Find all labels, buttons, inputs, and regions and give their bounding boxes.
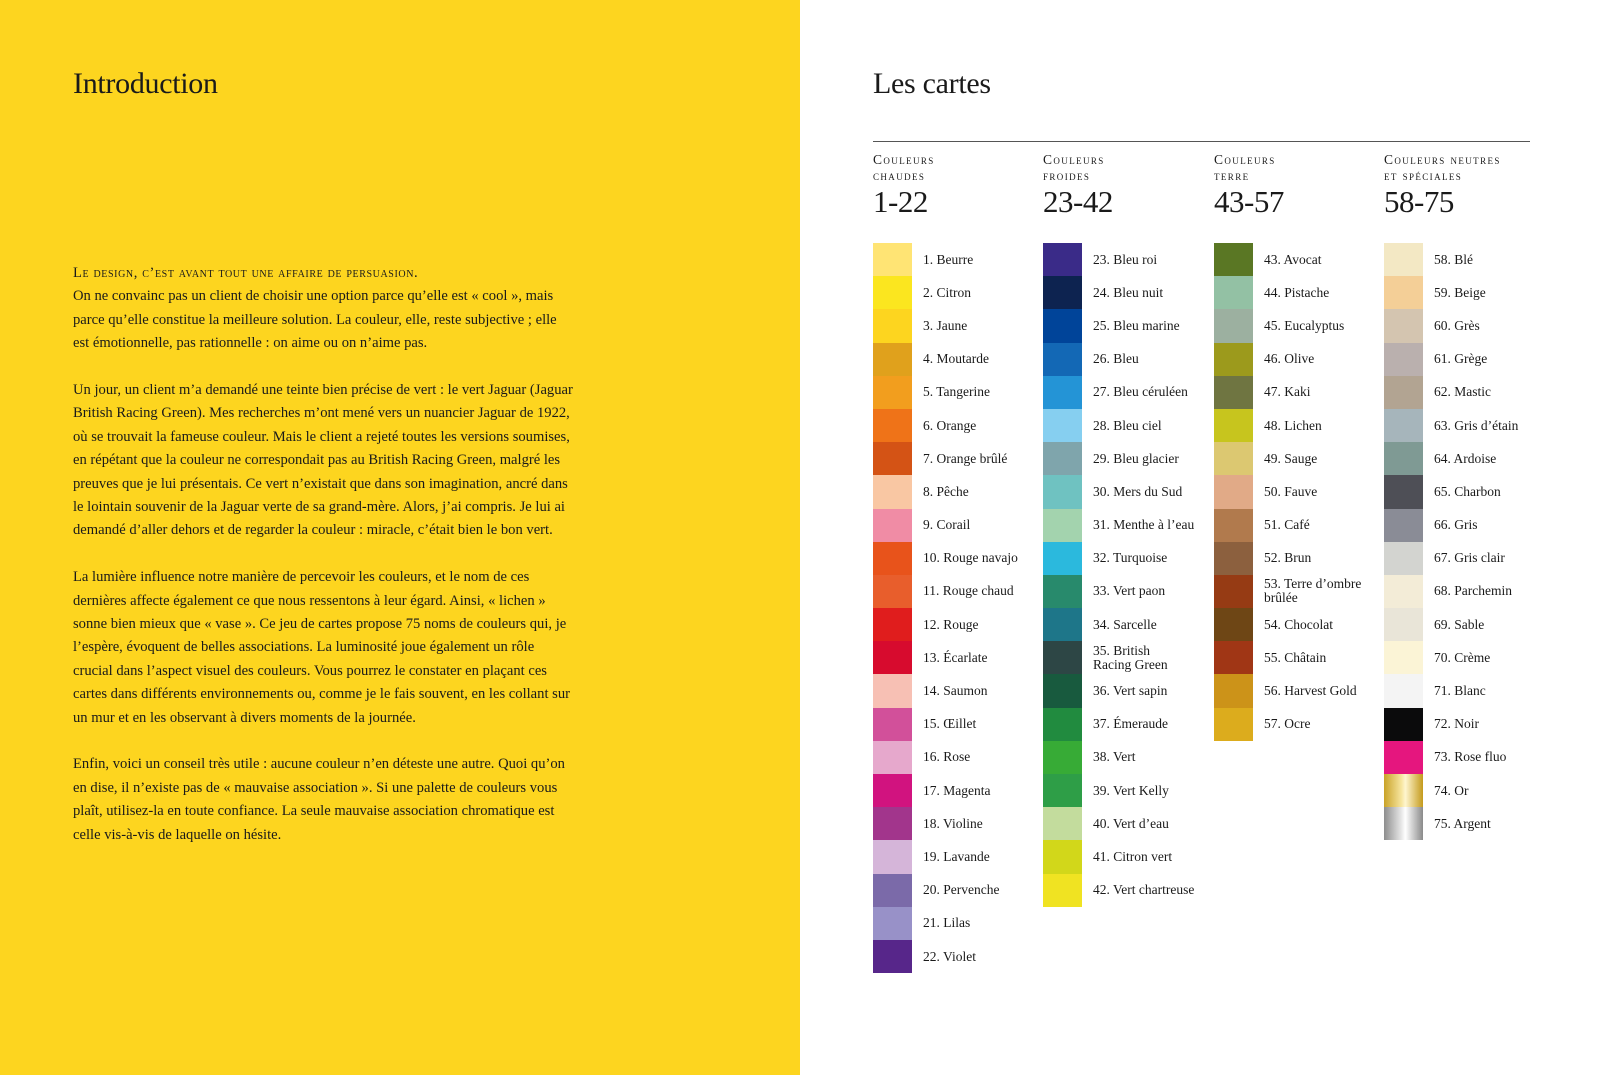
color-label: 4. Moutarde — [923, 351, 989, 367]
column-range: 23-42 — [1043, 184, 1113, 219]
color-label: 68. Parchemin — [1434, 583, 1512, 599]
color-swatch — [1214, 674, 1253, 707]
color-swatch — [873, 376, 912, 409]
color-label: 16. Rose — [923, 749, 971, 765]
color-card-item — [1043, 243, 1213, 276]
intro-lead: Le design, c’est avant tout une affaire de persuasion. — [73, 265, 419, 281]
color-swatch — [1384, 774, 1423, 807]
color-label: 75. Argent — [1434, 815, 1491, 831]
color-label: 41. Citron vert — [1093, 848, 1173, 864]
color-label: 30. Mers du Sud — [1093, 483, 1183, 499]
color-card-item — [873, 442, 1043, 475]
color-card-item — [1214, 475, 1384, 508]
color-swatch — [1214, 243, 1253, 276]
color-swatch — [1384, 409, 1423, 442]
color-label: 11. Rouge chaud — [923, 583, 1014, 599]
color-swatch — [1214, 442, 1253, 475]
color-label: 46. Olive — [1264, 351, 1315, 367]
color-swatch — [1043, 243, 1082, 276]
color-card-item — [1214, 276, 1384, 309]
color-label: 26. Bleu — [1093, 351, 1139, 367]
color-list-neutral — [1384, 243, 1554, 840]
color-card-item — [873, 343, 1043, 376]
color-label: 74. Or — [1434, 782, 1469, 798]
color-swatch — [1384, 509, 1423, 542]
color-swatch — [1043, 608, 1082, 641]
color-card-item — [1384, 376, 1554, 409]
color-swatch — [1043, 343, 1082, 376]
color-label: 42. Vert chartreuse — [1093, 882, 1195, 898]
column-range: 43-57 — [1214, 184, 1284, 219]
color-swatch — [1214, 376, 1253, 409]
cards-title: Les cartes — [873, 67, 991, 100]
color-card-item — [1043, 807, 1213, 840]
color-swatch — [873, 509, 912, 542]
color-label: 69. Sable — [1434, 616, 1485, 632]
column-header-earth — [1214, 152, 1384, 220]
color-swatch — [1043, 376, 1082, 409]
color-swatch — [1384, 807, 1423, 840]
color-label: 72. Noir — [1434, 716, 1479, 732]
color-label: 32. Turquoise — [1093, 550, 1168, 566]
color-card-item — [873, 608, 1043, 641]
color-label: 36. Vert sapin — [1093, 683, 1168, 699]
column-range: 1-22 — [873, 184, 928, 219]
color-swatch — [873, 674, 912, 707]
color-swatch — [1043, 575, 1082, 608]
color-swatch — [873, 475, 912, 508]
color-card-item — [1043, 409, 1213, 442]
color-label: 59. Beige — [1434, 284, 1486, 300]
color-label: 37. Émeraude — [1093, 716, 1168, 732]
color-card-item — [1214, 641, 1384, 674]
color-swatch — [873, 774, 912, 807]
color-card-item — [873, 674, 1043, 707]
color-swatch — [873, 874, 912, 907]
color-card-item — [873, 907, 1043, 940]
color-label: 40. Vert d’eau — [1093, 815, 1169, 831]
color-swatch — [1043, 774, 1082, 807]
color-swatch — [1384, 542, 1423, 575]
color-card-item — [1043, 376, 1213, 409]
color-list-warm — [873, 243, 1043, 973]
color-label: 65. Charbon — [1434, 483, 1501, 499]
color-swatch — [873, 243, 912, 276]
color-card-item — [1043, 840, 1213, 873]
color-swatch — [873, 807, 912, 840]
color-card-item — [873, 741, 1043, 774]
color-swatch — [1043, 442, 1082, 475]
color-swatch — [1384, 442, 1423, 475]
color-card-item — [1043, 475, 1213, 508]
color-card-item — [873, 276, 1043, 309]
color-card-item — [1043, 874, 1213, 907]
color-swatch — [1043, 807, 1082, 840]
color-label: 12. Rouge — [923, 616, 979, 632]
color-card-item — [1043, 343, 1213, 376]
color-swatch — [1043, 874, 1082, 907]
color-label: 71. Blanc — [1434, 683, 1486, 699]
color-card-item — [1214, 674, 1384, 707]
color-card-item — [873, 940, 1043, 973]
color-card-item — [1384, 509, 1554, 542]
color-card-item — [1214, 708, 1384, 741]
color-swatch — [873, 840, 912, 873]
intro-paragraph-4: Enfin, voici un conseil très utile : aucune couleur n’en déteste une autre. Quoi qu’on en dise, il n’existe pas de « mauvaise association ». Si une palette de couleurs vous plaît, utilisez-la en toute confiance. La seule mauvaise association chromatique est celle vis-à-vis de laquelle on hésite. — [73, 756, 565, 843]
color-label: 8. Pêche — [923, 483, 969, 499]
color-label: 58. Blé — [1434, 251, 1473, 267]
color-card-item — [873, 309, 1043, 342]
color-swatch — [1384, 674, 1423, 707]
color-swatch — [873, 542, 912, 575]
color-swatch — [1214, 343, 1253, 376]
color-card-item — [1384, 243, 1554, 276]
color-card-item — [873, 409, 1043, 442]
color-swatch — [1043, 409, 1082, 442]
color-label: 25. Bleu marine — [1093, 317, 1180, 333]
color-label: 3. Jaune — [923, 317, 968, 333]
color-label: 67. Gris clair — [1434, 550, 1505, 566]
color-swatch — [1384, 575, 1423, 608]
color-swatch — [1384, 243, 1423, 276]
color-card-item — [1214, 575, 1384, 608]
color-label: 57. Ocre — [1264, 716, 1311, 732]
color-card-item — [1384, 608, 1554, 641]
color-card-item — [873, 874, 1043, 907]
color-swatch — [1384, 608, 1423, 641]
color-card-item — [1214, 409, 1384, 442]
color-list-earth — [1214, 243, 1384, 741]
color-card-item — [1384, 276, 1554, 309]
color-swatch — [873, 575, 912, 608]
color-label: 55. Châtain — [1264, 649, 1327, 665]
color-swatch — [1214, 641, 1253, 674]
color-card-item — [1043, 674, 1213, 707]
color-card-item — [1214, 509, 1384, 542]
color-swatch — [1043, 674, 1082, 707]
color-label: 24. Bleu nuit — [1093, 284, 1164, 300]
color-card-item — [1384, 641, 1554, 674]
color-card-item — [1214, 376, 1384, 409]
color-label: 28. Bleu ciel — [1093, 417, 1162, 433]
color-label: 38. Vert — [1093, 749, 1136, 765]
color-swatch — [1043, 741, 1082, 774]
color-swatch — [873, 309, 912, 342]
color-card-item — [1214, 442, 1384, 475]
color-swatch — [1384, 376, 1423, 409]
color-label: 62. Mastic — [1434, 384, 1491, 400]
color-label: 6. Orange — [923, 417, 977, 433]
color-swatch — [873, 409, 912, 442]
color-card-item — [1043, 309, 1213, 342]
color-swatch — [1043, 542, 1082, 575]
color-card-item — [1384, 475, 1554, 508]
color-label: 5. Tangerine — [923, 384, 991, 400]
color-label: 15. Œillet — [923, 716, 977, 732]
color-swatch — [1043, 509, 1082, 542]
color-card-item — [1043, 575, 1213, 608]
color-label: 34. Sarcelle — [1093, 616, 1157, 632]
color-card-item — [1043, 774, 1213, 807]
color-card-item — [1043, 741, 1213, 774]
color-swatch — [873, 907, 912, 940]
color-card-item — [1214, 542, 1384, 575]
color-card-item — [1214, 343, 1384, 376]
color-label: 31. Menthe à l’eau — [1093, 517, 1195, 533]
cards-page — [800, 0, 1600, 1075]
color-label: 23. Bleu roi — [1093, 251, 1158, 267]
color-swatch — [1043, 475, 1082, 508]
color-swatch — [1214, 575, 1253, 608]
color-swatch — [1384, 741, 1423, 774]
color-card-item — [1043, 276, 1213, 309]
color-card-item — [1043, 442, 1213, 475]
color-swatch — [1214, 276, 1253, 309]
color-label: 18. Violine — [923, 815, 983, 831]
color-label: 35. British Racing Green — [1093, 642, 1168, 672]
color-label: 63. Gris d’étain — [1434, 417, 1519, 433]
color-swatch — [1214, 542, 1253, 575]
color-card-item — [1214, 608, 1384, 641]
color-label: 50. Fauve — [1264, 483, 1318, 499]
color-swatch — [873, 442, 912, 475]
color-swatch — [1043, 309, 1082, 342]
intro-title: Introduction — [73, 67, 218, 100]
color-label: 66. Gris — [1434, 517, 1478, 533]
color-label: 60. Grès — [1434, 317, 1480, 333]
color-card-item — [873, 509, 1043, 542]
color-swatch — [1043, 276, 1082, 309]
intro-paragraph-1 — [73, 262, 573, 356]
color-card-item — [873, 807, 1043, 840]
color-card-item — [1384, 542, 1554, 575]
color-label: 13. Écarlate — [923, 649, 988, 665]
column-range: 58-75 — [1384, 184, 1454, 219]
color-label: 56. Harvest Gold — [1264, 683, 1357, 699]
color-card-item — [873, 243, 1043, 276]
color-label: 10. Rouge navajo — [923, 550, 1018, 566]
color-label: 64. Ardoise — [1434, 450, 1497, 466]
color-label: 19. Lavande — [923, 848, 990, 864]
color-label: 7. Orange brûlé — [923, 450, 1008, 466]
color-label: 51. Café — [1264, 517, 1310, 533]
color-swatch — [1214, 409, 1253, 442]
color-swatch — [1043, 641, 1082, 674]
color-swatch — [1214, 309, 1253, 342]
color-card-item — [1384, 708, 1554, 741]
color-label: 9. Corail — [923, 517, 971, 533]
color-card-item — [873, 641, 1043, 674]
color-card-item — [1384, 442, 1554, 475]
intro-paragraph-2: Un jour, un client m’a demandé une teinte bien précise de vert : le vert Jaguar (Jaguar British Racing Green). Mes recherches m’ont mené vers un nuancier Jaguar de 1922, où se trouvait la fameuse couleur. Mais le client a rejeté toutes les versions soumises, en répétant que la couleur ne correspondait pas au British Racing Green, malgré les preuves que je lui présentais. Ce vert n’existait que dans son imagination, ancré dans le lointain souvenir de la Jaguar verte de sa grand-mère. Alors, j’ai compris. Je lui ai demandé d’aller dehors et de regarder la couleur : miracle, c’était bien le bon vert. — [73, 382, 573, 539]
color-swatch — [1214, 608, 1253, 641]
color-card-item — [1384, 674, 1554, 707]
color-card-item — [1384, 343, 1554, 376]
color-swatch — [1214, 509, 1253, 542]
column-header-neutral — [1384, 152, 1584, 220]
color-label: 61. Grège — [1434, 351, 1488, 367]
color-swatch — [873, 641, 912, 674]
color-card-item — [873, 840, 1043, 873]
color-label: 53. Terre d’ombre brûlée — [1264, 576, 1362, 606]
color-card-item — [873, 774, 1043, 807]
color-card-item — [1043, 641, 1213, 674]
color-label: 49. Sauge — [1264, 450, 1318, 466]
color-label: 1. Beurre — [923, 251, 974, 267]
color-card-item — [1384, 575, 1554, 608]
color-card-item — [873, 542, 1043, 575]
color-list-cool — [1043, 243, 1213, 907]
column-heading: Couleurs neutres et spéciales — [1384, 152, 1501, 183]
color-card-item — [1384, 807, 1554, 840]
color-card-item — [1384, 309, 1554, 342]
color-card-item — [1214, 243, 1384, 276]
column-header-warm — [873, 152, 1043, 220]
color-swatch — [1384, 641, 1423, 674]
color-card-item — [1043, 608, 1213, 641]
color-card-item — [873, 575, 1043, 608]
color-swatch — [873, 741, 912, 774]
color-swatch — [1384, 708, 1423, 741]
color-label: 47. Kaki — [1264, 384, 1311, 400]
color-swatch — [1214, 475, 1253, 508]
column-header-cool — [1043, 152, 1213, 220]
color-label: 27. Bleu céruléen — [1093, 384, 1188, 400]
color-card-item — [1043, 708, 1213, 741]
header-rule — [873, 141, 1530, 142]
color-label: 45. Eucalyptus — [1264, 317, 1345, 333]
color-swatch — [873, 708, 912, 741]
color-card-item — [873, 376, 1043, 409]
column-heading: Couleurs froides — [1043, 152, 1105, 183]
color-swatch — [873, 343, 912, 376]
color-label: 17. Magenta — [923, 782, 991, 798]
color-card-item — [1043, 509, 1213, 542]
color-swatch — [1043, 708, 1082, 741]
color-label: 2. Citron — [923, 284, 972, 300]
color-label: 52. Brun — [1264, 550, 1312, 566]
color-swatch — [1384, 276, 1423, 309]
color-label: 22. Violet — [923, 948, 976, 964]
color-card-item — [873, 708, 1043, 741]
color-swatch — [873, 276, 912, 309]
intro-paragraph-3: La lumière influence notre manière de percevoir les couleurs, et le nom de ces dernières affecte également ce que nous ressentons à leur égard. Ainsi, « lichen » sonne bien mieux que « vase ». Ce jeu de cartes propose 75 noms de couleurs qui, je l’espère, évoquent de belles associations. La luminosité joue également un rôle crucial dans l’aspect visuel des couleurs. Vous pourrez le constater en plaçant ces cartes dans différents environnements ou, comme je le fais souvent, en les collant sur un mur et en les observant à divers moments de la journée. — [73, 569, 570, 726]
intro-text — [73, 262, 573, 871]
column-heading: Couleurs terre — [1214, 152, 1276, 183]
color-label: 39. Vert Kelly — [1093, 782, 1169, 798]
color-label: 70. Crème — [1434, 649, 1491, 665]
color-card-item — [1043, 542, 1213, 575]
color-label: 21. Lilas — [923, 915, 971, 931]
color-label: 73. Rose fluo — [1434, 749, 1507, 765]
intro-paragraph-1-text: On ne convainc pas un client de choisir une option parce qu’elle est « cool », mais parce qu’elle constitue la meilleure solution. La couleur, elle, reste subjective ; elle est émotionnelle, pas rationnelle : on aime ou on n’aime pas. — [73, 288, 557, 352]
color-swatch — [873, 940, 912, 973]
color-card-item — [1384, 774, 1554, 807]
color-label: 44. Pistache — [1264, 284, 1330, 300]
color-label: 43. Avocat — [1264, 251, 1322, 267]
color-label: 20. Pervenche — [923, 882, 1000, 898]
color-swatch — [1384, 475, 1423, 508]
color-card-item — [1214, 309, 1384, 342]
color-swatch — [873, 608, 912, 641]
color-swatch — [1043, 840, 1082, 873]
color-card-item — [1384, 409, 1554, 442]
color-label: 48. Lichen — [1264, 417, 1322, 433]
color-label: 54. Chocolat — [1264, 616, 1333, 632]
color-card-item — [1384, 741, 1554, 774]
color-label: 29. Bleu glacier — [1093, 450, 1179, 466]
color-swatch — [1384, 309, 1423, 342]
color-label: 14. Saumon — [923, 683, 988, 699]
color-swatch — [1384, 343, 1423, 376]
color-label: 33. Vert paon — [1093, 583, 1166, 599]
color-swatch — [1214, 708, 1253, 741]
column-heading: Couleurs chaudes — [873, 152, 935, 183]
color-card-item — [873, 475, 1043, 508]
